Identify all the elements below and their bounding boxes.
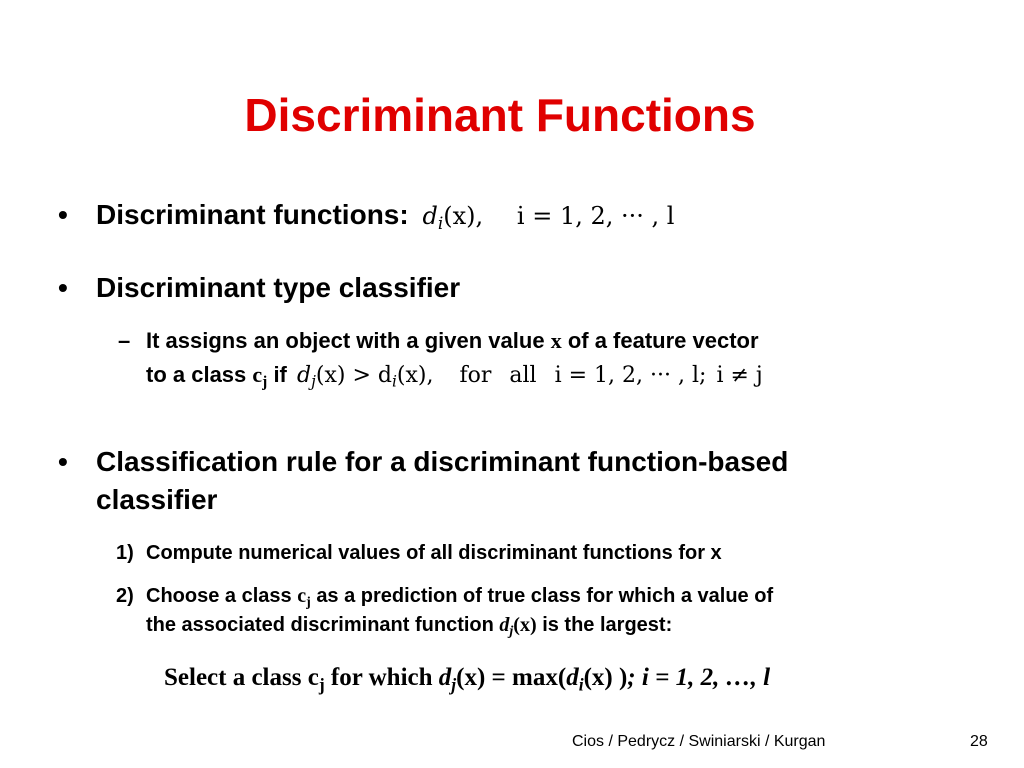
sub-bullet-line2: to a class $c_j$ if $d_j(x) > d_i(x)$, for all i = 1, 2, ··· , l; i ≠ j <box>146 362 763 391</box>
bullet-marker: • <box>58 199 68 230</box>
x-symbol: x <box>550 328 562 353</box>
page-number: 28 <box>970 733 988 750</box>
bullet-marker: • <box>58 272 68 303</box>
function-symbol: $d_j(x)$ <box>499 614 537 640</box>
step-2-line2: the associated discriminant function $d_j(x)$ is the largest: <box>146 614 673 640</box>
footer-authors: Cios / Pedrycz / Swiniarski / Kurgan <box>572 733 826 750</box>
selection-rule: Select a class $c_j$ for which $d_j(x) = \max(d_i(x)$ ); i = 1, 2, …, l <box>164 664 771 695</box>
formula-di-x: $d_i(x)$, <box>422 202 484 234</box>
bullet-classification-rule-line1: Classification rule for a discriminant function-based <box>96 446 789 477</box>
bullet-marker: • <box>58 446 68 477</box>
step-2-line1: Choose a class $c_j$ as a prediction of true class for which a value of <box>146 585 774 611</box>
step-number: 1) <box>116 542 134 564</box>
bullet-label: Discriminant functions: <box>96 199 409 230</box>
formula-decision: $d_j(x) > d_i(x)$, for all i = 1, 2, ··· , l; i ≠ j <box>297 363 763 391</box>
sub-bullet-marker: – <box>118 328 131 353</box>
sub-bullet-line1: It assigns an object with a given value x of a feature vector <box>146 328 759 353</box>
class-symbol: $c_j$ <box>297 585 311 611</box>
bullet-discriminant-functions <box>96 199 674 233</box>
step-number: 2) <box>116 585 134 607</box>
bullet-classification-rule-line2: classifier <box>96 484 218 515</box>
step-1-text: Compute numerical values of all discriminant functions for x <box>146 542 722 564</box>
formula-index-range: i = 1, 2, ··· , l <box>516 202 675 230</box>
class-symbol: $c_j$ <box>252 362 268 391</box>
bullet-discriminant-type-classifier: Discriminant type classifier <box>96 272 461 303</box>
slide-title: Discriminant Functions <box>244 89 756 141</box>
